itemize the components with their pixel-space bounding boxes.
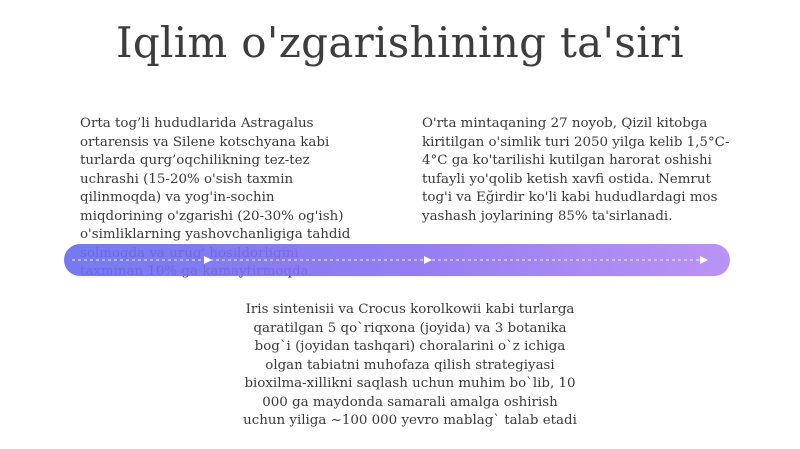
timeline-arrows-icon [64,244,730,276]
right-text-block: O'rta mintaqaning 27 noyob, Qizil kitobga kiritilgan o'simlik turi 2050 yilga kelib 1,5°C- 4°C ga ko'tarilishi kutilgan harorat oshishi tufayli yo'qolib ketish xavfi ostida. Nemrut tog'i va Eğirdir ko'li kabi hududlardagi mos yashash joylarining 85% ta'sirlanadi. [422,116,730,224]
timeline-arrow-bar [64,244,730,276]
slide-title: Iqlim o'zgarishining ta'siri [115,18,685,67]
bottom-text-block: Iris sintenisii va Crocus korolkowii kabi turlarga qaratilgan 5 qo`riqxona (joyida) va 3 botanika bog`i (joyidan tashqari) choralarini o`z ichiga olgan tabiatni muhofaza qilish strategiyasi bioxilma-xillikni saqlash uchun muhim bo`lib, 10 000 ga maydonda samarali amalga oshirish uchun yiliga ~100 000 yevro mablag` talab etadi [243,302,577,428]
left-text-block: Orta tog’li hududlarida Astragalus ortarensis va Silene kotschyana kabi turlarda qurg’oqchilikning tez-tez uchrashi (15-20% o'sish taxmin qilinmoqda) va yog'in-sochin miqdorining o'zgarishi (20-30% og'ish) o'simliklarning yashovchanligiga tahdid [80,116,351,242]
